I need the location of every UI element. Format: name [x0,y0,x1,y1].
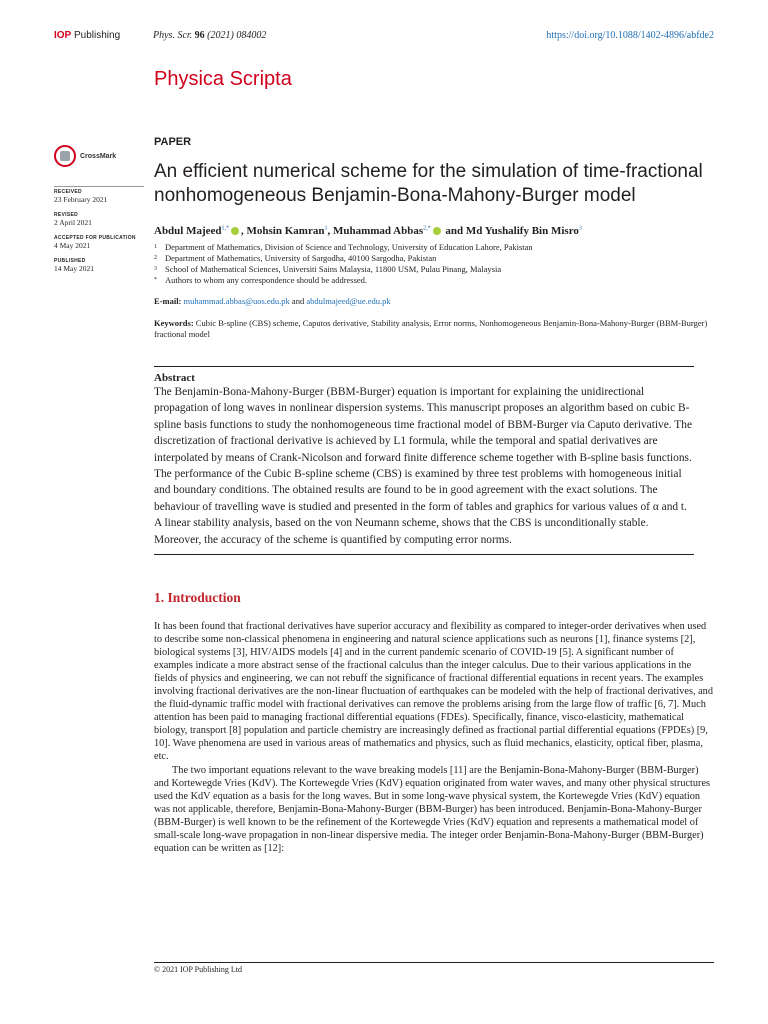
affiliation-text: School of Mathematical Sciences, Universiti Sains Malaysia, 11800 USM, Pulau Pinang, Malaysia [165,264,502,274]
abstract-text: The Benjamin-Bona-Mahony-Burger (BBM-Burger) equation is important for explaining the unidirectional propagation of long waves in nonlinear dispersion systems. This manuscript proposes an algorithm based on cubic B-spline basis functions to study the nonhomogeneous time fractional model of BBM-Burger via Caputo derivative. The discretization of fractional derivative is achieved by L1 formula, while the temporal and spatial derivatives are interpolated by means of Crank-Nicolson and forward finite difference scheme together with B-spline basis functions. The performance of the Cubic B-spline scheme (CBS) is examined by three test problems with homogeneous initial and boundary conditions. The obtained results are found to be in good agreement with the exact solutions. The behaviour of travelling wave is studied and presented in the form of tables and graphics for various values of α and t. A linear stability analysis, based on the von Neumann scheme, shows that the CBS is unconditionally stable. Moreover, the accuracy of the scheme is quantified by computing error norms. [154,386,693,546]
date-value: 2 April 2021 [54,218,92,227]
affiliation-number: 3 [154,266,157,272]
affiliation-text: Authors to whom any correspondence should be addressed. [165,275,368,285]
doi-link[interactable]: https://doi.org/10.1088/1402-4896/abfde2 [546,30,714,41]
crossmark-icon [54,145,76,167]
journal-title[interactable]: Physica Scripta [154,68,292,90]
orcid-icon[interactable] [231,227,239,235]
keywords: Keywords: Cubic B-spline (CBS) scheme, Caputos derivative, Stability analysis, Error norms, Nonhomogeneous Benjamin-Bona-Mahony-Burger (BBM-Burger) fractional model [154,318,708,339]
paper-title: An efficient numerical scheme for the simulation of time-fractional nonhomogeneous Benjamin-Bona-Mahony-Burger model [154,161,703,206]
affiliation-item [154,242,714,253]
publisher-logo[interactable]: IOP Publishing [54,30,121,41]
introduction-body [154,620,714,855]
author-name[interactable]: Md Yushalify Bin Misro [465,225,579,237]
date-label: PUBLISHED [54,258,86,264]
affiliation-item [154,275,714,286]
abstract-heading: Abstract [154,372,195,384]
date-label: ACCEPTED FOR PUBLICATION [54,235,136,241]
author-affiliation-marker: 2,* [423,225,431,232]
author-separator: and [442,225,466,237]
date-value: 23 February 2021 [54,195,108,204]
author-affiliation-marker: 1,* [221,225,230,232]
author-name[interactable]: Abdul Majeed [154,225,222,237]
date-label: RECEIVED [54,189,82,195]
date-block [54,235,144,250]
author-name[interactable]: Mohsin Kamran [246,225,325,237]
copyright-footer: © 2021 IOP Publishing Ltd [154,962,714,974]
publication-dates [54,186,144,273]
affiliation-item [154,253,714,264]
crossmark-button[interactable] [54,142,144,170]
author-separator: , [241,225,247,237]
running-header [54,30,714,46]
date-block [54,212,144,227]
orcid-icon[interactable] [433,227,441,235]
author-affiliation-marker: 3 [578,225,582,232]
affiliation-item [154,264,714,275]
author-name[interactable]: Muhammad Abbas [332,225,424,237]
author-list [154,225,714,237]
paragraph: It has been found that fractional derivatives have superior accuracy and flexibility as compared to integer-order derivatives when used to describe some non-classical phenomena in engineering and natural science applications such as neurons [1], finance systems [2], biological systems [3], HIV/AIDS models [4] and in the current pandemic scenario of COVID-19 [5]. A significant number of examples indicate a more abstract sense of the fractional calculus than the integer calculus. Due to their various applications in the fields of physics and engineering, we can not rebuff the significance of fractional differential equations in recent years. The examples involving fractional derivatives are the non-linear fluctuation of earthquakes can be modeled with the help of fractional derivatives, and the fluid-dynamic traffic model with fractional derivatives can remove the problems arising from the large flow of traffic [6, 7]. Much attention has been paid to managing fractional differential equations (FDEs). Specifically, finance, visco-elasticity, mathematical biology, transport [8] population and particle chemistry are increasingly defined as fractional partial differential equations (FPDEs) [9, 10]. Wave phenomena are used in various areas of mathematics and physics, such as fluid mechanics, elasticity, optical fiber, plasma, etc. [154,621,713,763]
journal-citation: Phys. Scr. 96 (2021) 084002 [153,30,267,41]
abstract [154,366,694,555]
date-value: 4 May 2021 [54,241,91,250]
paragraph: The two important equations relevant to the wave breaking models [11] are the Benjamin-Bona-Mahony-Burger (BBM-Burger) and Kortewegde Vries (KdV). The Kortewegde Vries (KdV) equation originated from water waves, and many other physical structures used the KdV equation as a basis for the long waves. But in some long-wave physical system, the Kortewegde Vries (KdV) equation was not applicable, therefore, Benjamin-Bona-Mahony-Burger (BBM-Burger) has been introduced. Benjamin-Bona-Mahony-Burger (BBM-Burger) is well known to be the refinement of the Kortewegde Vries (KdV) equation and represents a mathematical model of small-scale long-wave propagation in non-linear dispersive media. The integer order Benjamin-Bona-Mahony-Burger (BBM-Burger) equation can be written as [12]: [154,764,711,854]
date-block [54,189,144,204]
crossmark-label: CrossMark [80,152,117,160]
affiliations [154,242,714,286]
email-link-1[interactable]: muhammad.abbas@uos.edu.pk [183,296,290,306]
email-link-2[interactable]: abdulmajeed@ue.edu.pk [306,296,391,306]
date-label: REVISED [54,212,79,218]
affiliation-number: 2 [154,255,157,261]
email-line: E-mail: muhammad.abbas@uos.edu.pk and abdulmajeed@ue.edu.pk [154,296,391,306]
affiliation-text: Department of Mathematics, Division of Science and Technology, University of Education Lahore, Pakistan [165,242,533,252]
author-affiliation-marker: 1 [324,225,328,232]
affiliation-text: Department of Mathematics, University of Sargodha, 40100 Sargodha, Pakistan [165,253,437,263]
section-heading-introduction: 1. Introduction [154,590,241,605]
date-value: 14 May 2021 [54,264,94,273]
publication-sidebar [54,142,144,281]
author-separator: , [327,225,333,237]
affiliation-number: * [154,277,157,283]
affiliation-number: 1 [154,244,157,250]
paper-type: PAPER [154,136,192,148]
date-block [54,258,144,273]
